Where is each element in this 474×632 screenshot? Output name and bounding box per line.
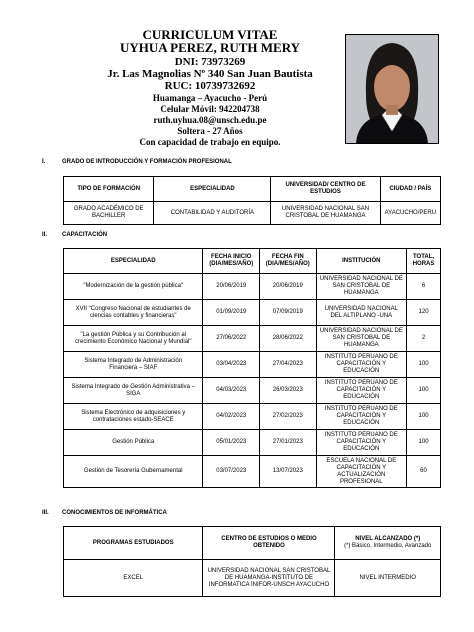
section-1-title: GRADO DE INTRODUCCIÓN Y FORMACIÓN PROFESIONAL (62, 159, 232, 165)
city: Huamanga – Ayacucho - Perú (152, 93, 268, 103)
table-row (64, 352, 441, 378)
header-cell: FECHA INICIO (DIA/MES/AÑO) (203, 249, 260, 274)
header-cell: PROGRAMAS ESTUDIADOS (64, 527, 203, 560)
portrait-image (346, 35, 438, 143)
education-table (63, 176, 441, 225)
table-cell: 6 (407, 274, 441, 300)
header-cell (335, 527, 441, 560)
table-cell: 20/06/2019 (260, 274, 317, 300)
training-table (63, 248, 441, 488)
table-cell: 100 (407, 378, 441, 404)
table-cell: 120 (407, 300, 441, 326)
table-cell: Sistema Integrado de Administración Financiera – SIAF (64, 352, 203, 378)
table-row (64, 202, 441, 225)
table-cell: GRADO ACADÉMICO DE BACHILLER (64, 202, 154, 225)
header-cell: CENTRO DE ESTUDIOS O MEDIO OBTENIDO (203, 527, 335, 560)
table-cell: CONTABILIDAD Y AUDITORÍA (154, 202, 271, 225)
phone: Celular Móvil: 942204738 (160, 104, 260, 114)
table-cell: 100 (407, 352, 441, 378)
table-header-row (64, 249, 441, 274)
address: Jr. Las Magnolias Nº 340 San Juan Bautista (107, 68, 313, 80)
marital-status: Soltera - 27 Años (177, 126, 243, 136)
table-cell: NIVEL INTERMEDIO (335, 560, 441, 597)
header-cell: ESPECIALIDAD (154, 177, 271, 202)
table-header-row (64, 177, 441, 202)
table-cell: Sistema Integrado de Gestión Administrativa – SIGA (64, 378, 203, 404)
ruc: RUC: 10739732692 (164, 80, 256, 92)
table-cell: 27/01/2023 (260, 430, 317, 456)
header-cell: INSTITUCIÓN (316, 249, 406, 274)
table-cell: UNIVERSIDAD NACIONAL DE SAN CRISTOBAL DE HUAMANGA (316, 326, 406, 352)
header-cell: ESPECIALIDAD (64, 249, 203, 274)
level-header-note: (*) Básico, Intermedio, Avanzado (344, 543, 432, 549)
table-cell: 07/09/2019 (260, 300, 317, 326)
table-cell: 28/06/2022 (260, 326, 317, 352)
table-cell: 20/06/2019 (203, 274, 260, 300)
table-cell: 60 (407, 456, 441, 488)
table-cell: EXCEL (64, 560, 203, 597)
table-cell: "La gestión Pública y su Contribución al crecimiento Económico Nacional y Mundial" (64, 326, 203, 352)
table-cell: 27/06/2022 (203, 326, 260, 352)
it-skills-table (63, 526, 441, 597)
section-1-number: I. (42, 159, 46, 165)
email: ruth.uyhua.08@unsch.edu.pe (153, 115, 267, 125)
header-cell: UNIVERSIDAD/ CENTRO DE ESTUDIOS (271, 177, 380, 202)
table-cell: INSTITUTO PERUANO DE CAPACITACIÓN Y EDUCACIÓN (316, 404, 406, 430)
table-cell: UNIVERSIDAD NACIONAL DEL ALTIPLANO -UNA (316, 300, 406, 326)
table-cell: 01/09/2019 (203, 300, 260, 326)
table-row (64, 378, 441, 404)
table-cell: INSTITUTO PERUANO DE CAPACITACIÓN Y EDUCACIÓN (316, 352, 406, 378)
cv-header (70, 28, 350, 148)
table-cell: 04/02/2023 (203, 404, 260, 430)
table-cell: 03/07/2023 (203, 456, 260, 488)
section-3-heading (42, 510, 167, 516)
table-row (64, 404, 441, 430)
table-row (64, 560, 441, 597)
section-2-heading (42, 232, 107, 238)
table-row (64, 274, 441, 300)
table-cell: 100 (407, 430, 441, 456)
table-cell: ESCUELA NACIONAL DE CAPACITACIÓN Y ACTUALIZACIÓN PROFESIONAL (316, 456, 406, 488)
section-2-title: CAPACITACIÓN (62, 232, 108, 238)
table-cell: 13/07/2023 (260, 456, 317, 488)
table-row (64, 456, 441, 488)
cv-title: CURRICULUM VITAE (142, 27, 278, 42)
table-cell: 27/02/2023 (260, 404, 317, 430)
table-cell: XVII "Congreso Nacional de estudiantes de ciencias contables y financieras" (64, 300, 203, 326)
table-cell: INSTITUTO PERUANO DE CAPACITACIÓN Y EDUCACIÓN (316, 378, 406, 404)
table-cell: 03/04/2023 (203, 352, 260, 378)
section-2-number: II. (42, 232, 48, 238)
table-cell: UNIVERSIDAD NACIONAL SAN CRISTOBAL DE HUAMANGA-INSTITUTO DE INFORMATICA INIFOR-UNSCH AYACUCHO (203, 560, 335, 597)
table-cell: "Modernización de la gestión pública" (64, 274, 203, 300)
section-1-heading (42, 159, 232, 165)
table-cell: Sistema Electrónico de adquisiciones y contrataciones estado-SEACE (64, 404, 203, 430)
level-header-label: NIVEL ALCANZADO (*) (355, 536, 421, 542)
table-row (64, 300, 441, 326)
table-cell: 2 (407, 326, 441, 352)
dni: DNI: 73973269 (174, 56, 246, 68)
table-cell: INSTITUTO PERUANO DE CAPACITACIÓN Y EDUCACIÓN (316, 430, 406, 456)
table-cell: 100 (407, 404, 441, 430)
table-cell: 04/03/2023 (203, 378, 260, 404)
table-cell: Gestión de Tesorería Gubernamental (64, 456, 203, 488)
profile-photo (345, 34, 439, 144)
table-cell: 27/04/2023 (260, 352, 317, 378)
section-3-number: III. (42, 510, 49, 516)
header-cell: CIUDAD / PAÍS (380, 177, 440, 202)
cv-name: UYHUA PEREZ, RUTH MERY (119, 40, 301, 55)
section-3-title: CONOCIMIENTOS DE INFORMÁTICA (62, 510, 167, 516)
table-row (64, 326, 441, 352)
header-cell: TIPO DE FORMACIÓN (64, 177, 154, 202)
table-cell: UNIVERSIDAD NACIONAL DE SAN CRISTOBAL DE HUAMANGA (316, 274, 406, 300)
table-cell: Gestión Pública (64, 430, 203, 456)
ability: Con capacidad de trabajo en equipo. (139, 137, 281, 147)
table-row (64, 430, 441, 456)
table-header-row (64, 527, 441, 560)
table-cell: 05/01/2023 (203, 430, 260, 456)
table-cell: AYACUCHO/PERU (380, 202, 440, 225)
header-cell: FECHA FIN (DIA/MES/AÑO) (260, 249, 317, 274)
table-cell: 26/03/2023 (260, 378, 317, 404)
header-cell: TOTAL, HORAS (407, 249, 441, 274)
table-cell: UNIVERSIDAD NACIONAL SAN CRISTOBAL DE HUAMANGA (271, 202, 380, 225)
